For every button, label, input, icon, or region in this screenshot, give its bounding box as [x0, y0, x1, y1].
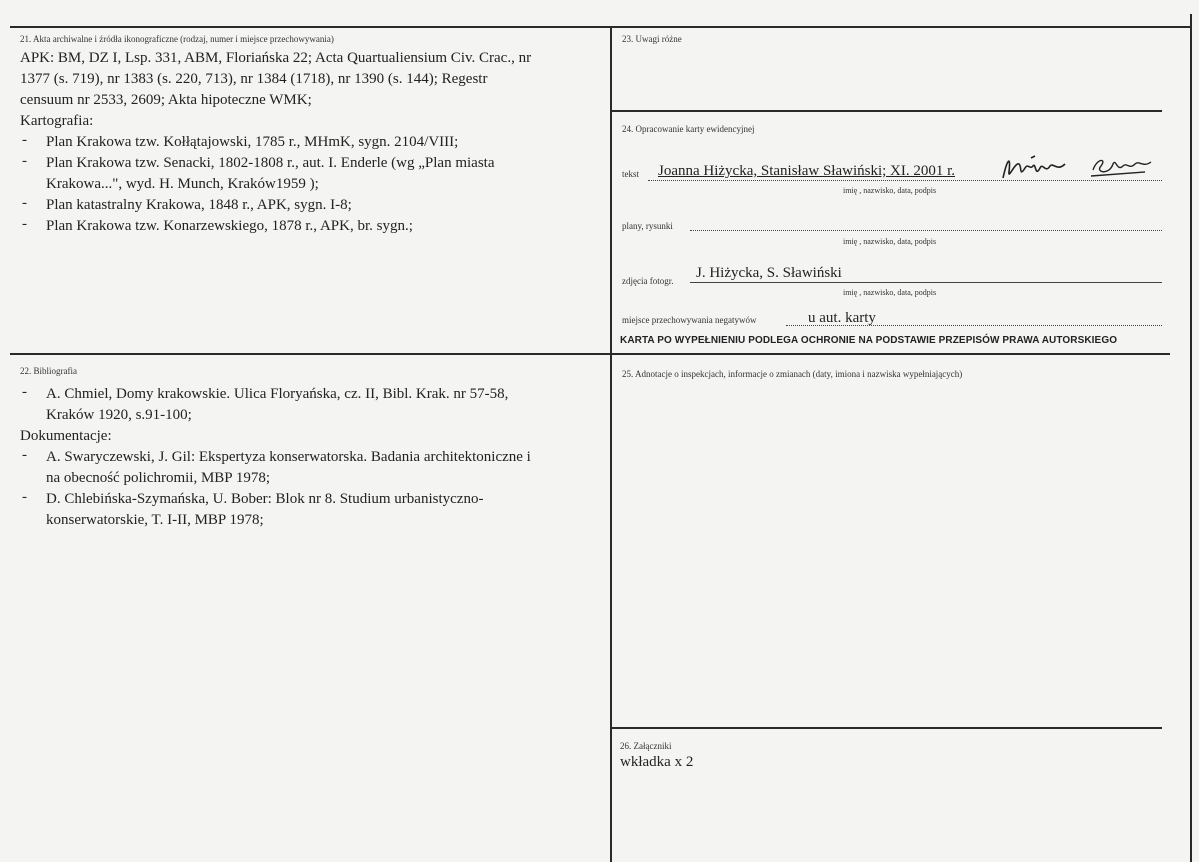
- list-dash: -: [22, 384, 27, 400]
- bibliography-item-cont: Kraków 1920, s.91-100;: [46, 407, 192, 423]
- plany-line: [690, 230, 1162, 231]
- list-dash: -: [22, 132, 27, 148]
- section-23-label: 23. Uwagi różne: [622, 34, 682, 44]
- miejsce-value: u aut. karty: [808, 310, 876, 326]
- attachments-value: wkładka x 2: [620, 754, 694, 770]
- tekst-sub-label: imię , nazwisko, data, podpis: [843, 186, 937, 195]
- frame-right-rule: [1190, 14, 1192, 862]
- kartografia-item: Plan katastralny Krakowa, 1848 r., APK, sygn. I-8;: [46, 197, 352, 213]
- list-dash: -: [22, 489, 27, 505]
- archive-line-1: APK: BM, DZ I, Lsp. 331, ABM, Floriańska 22; Acta Quartualiensium Civ. Crac., nr: [20, 50, 532, 66]
- dokumentacje-heading: Dokumentacje:: [20, 428, 112, 444]
- column-divider: [610, 28, 612, 862]
- kartografia-item: Plan Krakowa tzw. Kołłątajowski, 1785 r., MHmK, sygn. 2104/VIII;: [46, 134, 459, 150]
- kartografia-item: Plan Krakowa tzw. Senacki, 1802-1808 r., aut. I. Enderle (wg „Plan miasta: [46, 155, 495, 171]
- row-divider: [10, 353, 1170, 355]
- documentation-item-cont: konserwatorskie, T. I-II, MBP 1978;: [46, 512, 264, 528]
- zdjecia-sub-label: imię , nazwisko, data, podpis: [843, 288, 937, 297]
- kartografia-item-cont: Krakowa...", wyd. H. Munch, Kraków1959 );: [46, 176, 319, 192]
- tekst-value: Joanna Hiżycka, Stanisław Sławiński; XI. 2001 r.: [658, 163, 956, 179]
- list-dash: -: [22, 447, 27, 463]
- section-24-label: 24. Opracowanie karty ewidencyjnej: [622, 124, 755, 134]
- section-25-label: 25. Adnotacje o inspekcjach, informacje o zmianach (daty, imiona i nazwiska wypełniających): [622, 369, 963, 379]
- signature-image: [995, 150, 1160, 184]
- plany-label: plany, rysunki: [622, 221, 673, 231]
- list-dash: -: [22, 216, 27, 232]
- bibliography-item: A. Chmiel, Domy krakowskie. Ulica Floryańska, cz. II, Bibl. Krak. nr 57-58,: [46, 386, 509, 402]
- tekst-label: tekst: [622, 169, 639, 179]
- copyright-notice: KARTA PO WYPEŁNIENIU PODLEGA OCHRONIE NA PODSTAWIE PRZEPISÓW PRAWA AUTORSKIEGO: [620, 335, 1118, 346]
- section-26-divider: [612, 727, 1162, 729]
- section-21-label: 21. Akta archiwalne i źródła ikonograficzne (rodzaj, numer i miejsce przechowywania): [20, 34, 334, 44]
- zdjecia-label: zdjęcia fotogr.: [622, 276, 674, 286]
- miejsce-label: miejsce przechowywania negatywów: [622, 315, 757, 325]
- section-26-label: 26. Załączniki: [620, 741, 672, 751]
- documentation-item: D. Chlebińska-Szymańska, U. Bober: Blok nr 8. Studium urbanistyczno-: [46, 491, 484, 507]
- documentation-item-cont: na obecność polichromii, MBP 1978;: [46, 470, 271, 486]
- zdjecia-value: J. Hiżycka, S. Sławiński: [696, 265, 842, 281]
- list-dash: -: [22, 153, 27, 169]
- documentation-item: A. Swaryczewski, J. Gil: Ekspertyza konserwatorska. Badania architektoniczne i: [46, 449, 531, 465]
- section-22-label: 22. Bibliografia: [20, 366, 77, 376]
- archive-line-3: censuum nr 2533, 2609; Akta hipoteczne WMK;: [20, 92, 312, 108]
- kartografia-item: Plan Krakowa tzw. Konarzewskiego, 1878 r., APK, br. sygn.;: [46, 218, 413, 234]
- zdjecia-line: [690, 282, 1162, 283]
- frame-top-rule: [10, 26, 1192, 28]
- plany-sub-label: imię , nazwisko, data, podpis: [843, 237, 937, 246]
- archive-line-2: 1377 (s. 719), nr 1383 (s. 220, 713), nr 1384 (1718), nr 1390 (s. 144); Regestr: [20, 71, 488, 87]
- section-23-divider: [612, 110, 1162, 112]
- kartografia-heading: Kartografia:: [20, 113, 94, 129]
- list-dash: -: [22, 195, 27, 211]
